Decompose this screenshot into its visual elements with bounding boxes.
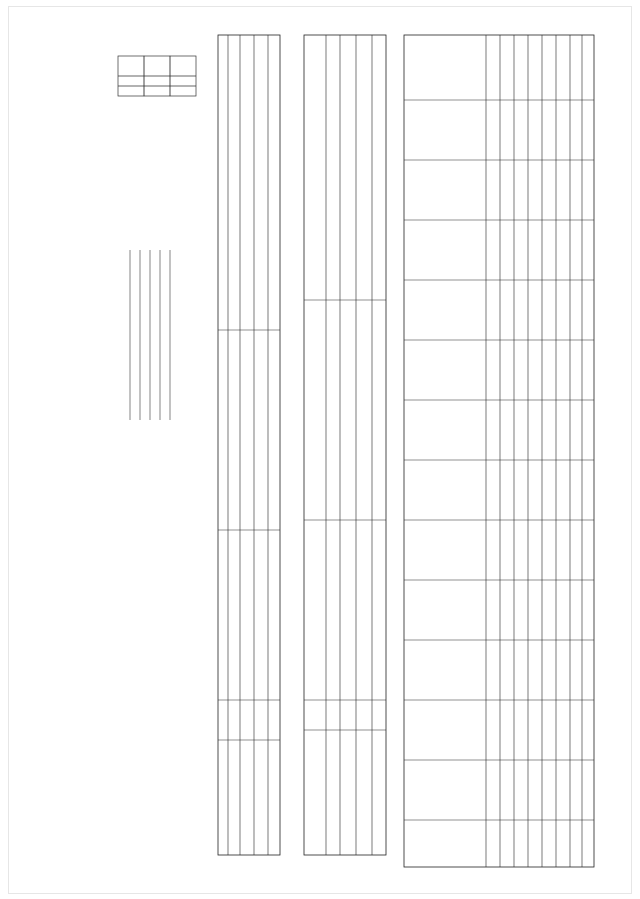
code-box <box>118 56 196 96</box>
table-2 <box>304 35 386 855</box>
table-3 <box>404 35 594 867</box>
table-1 <box>218 35 280 855</box>
payer-info-lines <box>130 250 170 420</box>
